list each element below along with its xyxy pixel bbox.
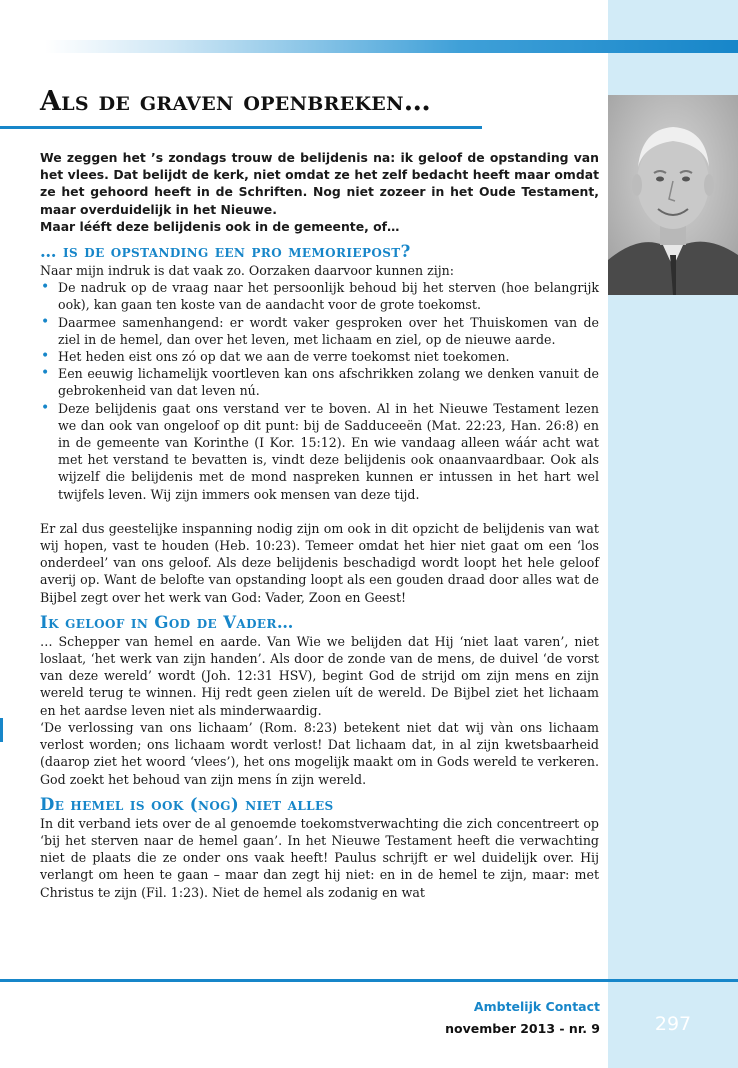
issue-info: november 2013 - nr. 9 <box>445 1021 600 1036</box>
section1-closing: Er zal dus geestelijke inspanning nodig zijn om ook in dit opzicht de belijdenis van wat wij hopen, vast te houden (Heb. 10:23). Temeer omdat het hier niet gaat om een ‘los onderdeel’ van ons geloof. Als deze belijdenis beschadigd wordt loopt het hele geloof averij op. Want de belofte van opstanding loopt als een gouden draad door alles wat de Bijbel zegt over het werk van God: Vader, Zoon en Geest! <box>40 520 599 605</box>
section-heading-memoriepost: … is de opstanding een pro memoriepost? <box>40 242 411 262</box>
section3-paragraph-1: In dit verband iets over de al genoemde toekomstverwachting die zich concentreert op ‘bij het sterven naar de hemel gaan’. In het Nieuwe Testament heeft die verwachting niet de plaats die ze onder ons vaak heeft! Paulus schrijft er wel duidelijk over. Hij verlangt om heen te gaan – maar dan zegt hij niet: en in de hemel te zijn, maar: met Christus te zijn (Fil. 1:23). Niet de hemel als zodanig en wat <box>40 815 599 900</box>
paragraph-gap <box>40 503 599 520</box>
section-heading-hemel: De hemel is ook (nog) niet alles <box>40 794 334 814</box>
header-gradient-bar <box>45 40 738 53</box>
page-number: 297 <box>654 1013 692 1035</box>
intro-question: Maar lééft deze belijdenis ook in de gemeente, of… <box>40 218 400 234</box>
list-item: • De nadruk op de vraag naar het persoonlijk behoud bij het sterven (hoe belangrijk ook), kan gaan ten koste van de aandacht voor de grote toekomst. <box>40 279 599 313</box>
title-underline <box>0 126 482 129</box>
page-title: Als de graven openbreken… <box>40 86 432 117</box>
list-item: • Een eeuwig lichamelijk voortleven kan ons afschrikken zolang we denken vanuit de gebrokenheid van dat leven nú. <box>40 365 599 399</box>
list-item: • Het heden eist ons zó op dat we aan de verre toekomst niet toekomen. <box>40 348 599 365</box>
margin-marker <box>0 718 3 742</box>
footer-rule <box>0 979 738 982</box>
section2-paragraph-1: … Schepper van hemel en aarde. Van Wie we belijden dat Hij ‘niet laat varen’, niet loslaat, ‘het werk van zijn handen’. Als door de zonde van de mens, de duivel ‘de vorst van deze wereld’ wordt (Joh. 12:31 HSV), begint God de strijd om zijn mens en zijn wereld terug te winnen. Hij redt geen zielen uít de wereld. De Bijbel ziet het lichaam en het aardse leven niet als minderwaardig. <box>40 633 599 718</box>
list-item: • Deze belijdenis gaat ons verstand ver te boven. Al in het Nieuwe Testament lezen we dan ook van ongeloof op dit punt: bij de Sadduceeën (Mat. 22:23, Han. 26:8) en in de gemeente van Korinthe (I Kor. 15:12). En wie vandaag alleen wáár acht wat met het verstand te bevatten is, vindt deze belijdenis ook onaanvaardbaar. Ook als wijzelf die belijdenis met de mond naspreken kunnen er intussen in het hart wel twijfels leven. Wij zijn immers ook mensen van deze tijd. <box>40 400 599 503</box>
article-body <box>40 149 599 901</box>
causes-list <box>40 279 599 503</box>
intro-paragraph: We zeggen het ’s zondags trouw de belijdenis na: ik geloof de opstanding van het vlees. Dat belijdt de kerk, niet omdat ze het zelf bedacht heeft maar omdat ze het gehoord heeft in de Schriften. Nog niet zozeer in het Oude Testament, maar overduidelijk in het Nieuwe. <box>40 150 599 217</box>
section2-paragraph-2: ‘De verlossing van ons lichaam’ (Rom. 8:23) betekent niet dat wij vàn ons lichaam verlost worden; ons lichaam wordt verlost! Dat lichaam dat, in al zijn kwetsbaarheid (daarop ziet het woord ‘vlees’), het ons mogelijk maakt om in Gods wereld te verkeren. God zoekt het behoud van zijn mens ín zijn wereld. <box>40 719 599 787</box>
magazine-name: Ambtelijk Contact <box>473 999 600 1014</box>
section-heading-god-de-vader: Ik geloof in God de Vader… <box>40 612 294 632</box>
author-photo <box>608 95 738 295</box>
list-item: • Daarmee samenhangend: er wordt vaker gesproken over het Thuiskomen van de ziel in de hemel, dan over het leven, met lichaam en ziel, op de nieuwe aarde. <box>40 314 599 348</box>
section1-lead: Naar mijn indruk is dat vaak zo. Oorzaken daarvoor kunnen zijn: <box>40 263 455 279</box>
footer-credits <box>445 996 600 1040</box>
